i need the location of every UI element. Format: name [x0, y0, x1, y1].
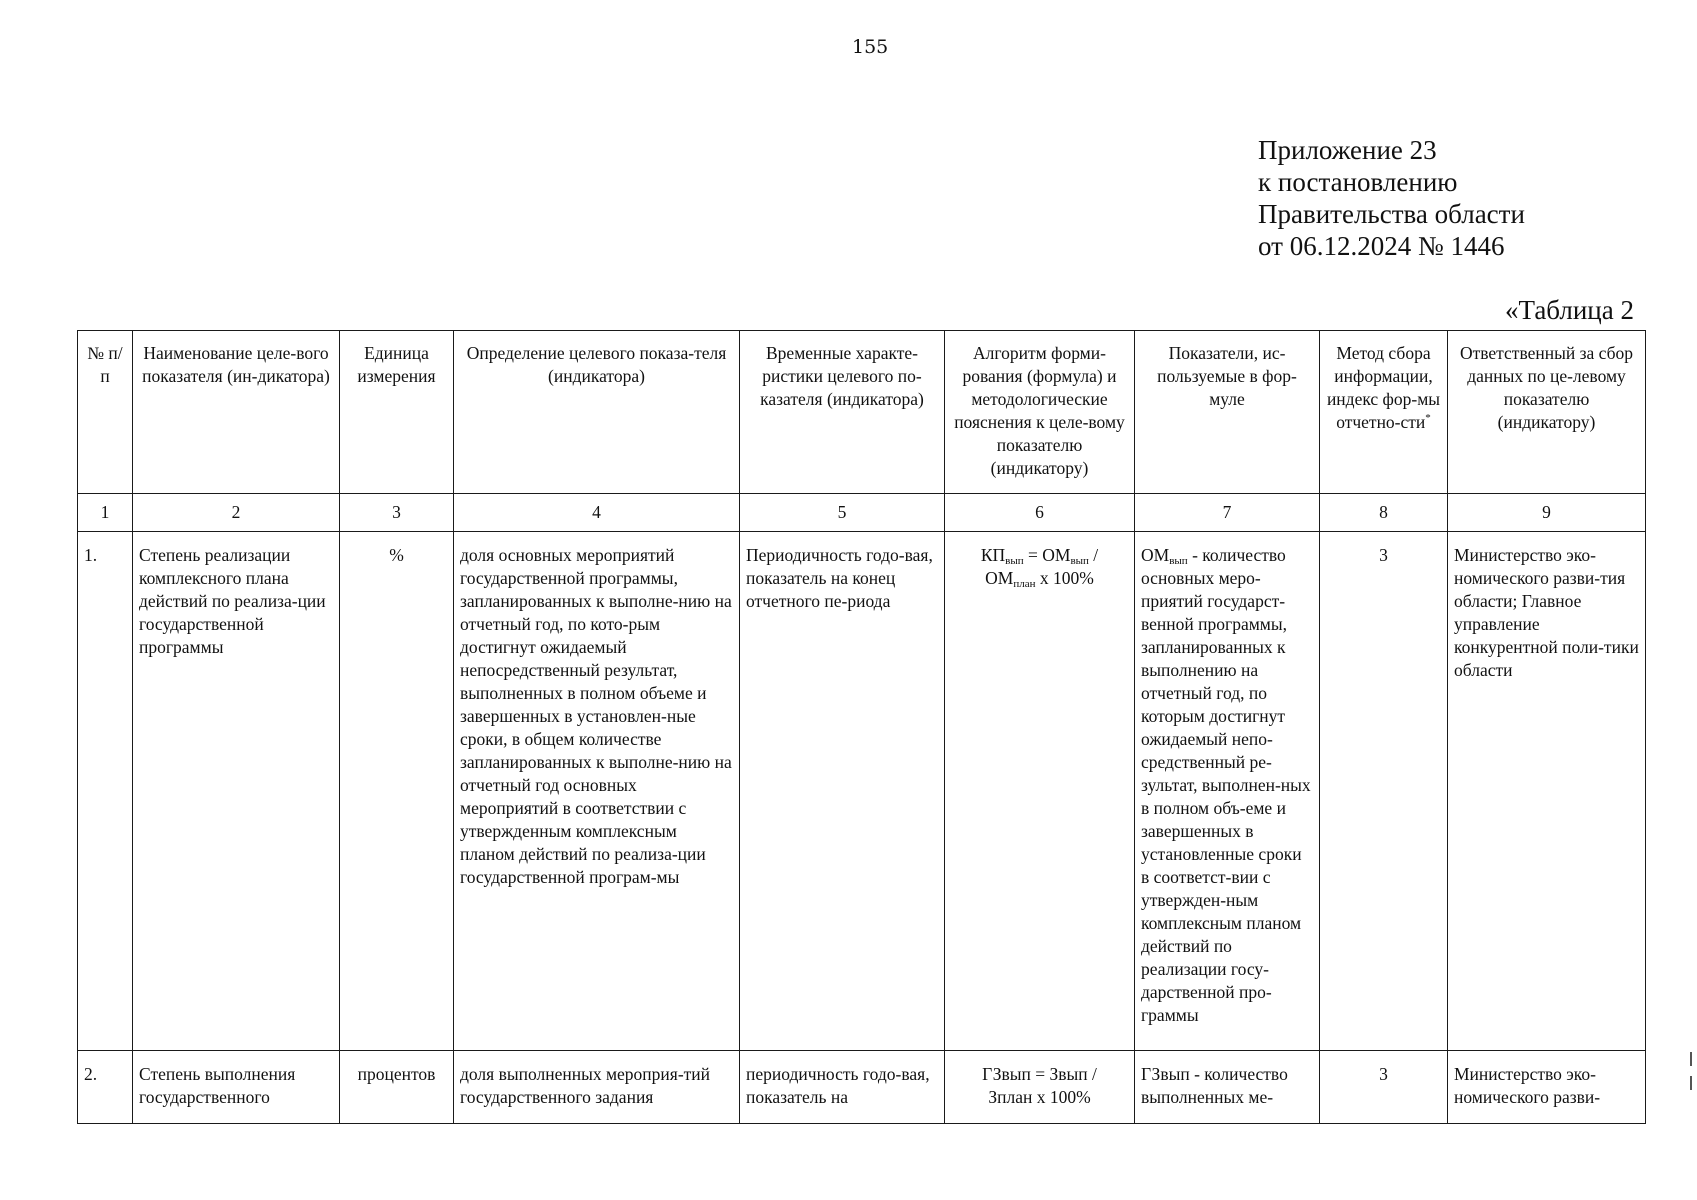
- indicator-term: ОМ: [1141, 545, 1170, 565]
- table-row: [78, 1051, 1646, 1124]
- header-cell-definition: Определение целевого показа-теля (индикатора): [454, 331, 740, 494]
- responsible-cell: Министерство эко-номического разви-тия области; Главное управление конкурентной поли-тики области: [1448, 532, 1646, 1051]
- page-number: 155: [852, 36, 889, 58]
- column-number: 4: [454, 494, 740, 532]
- formula-lhs-sub: вып: [1005, 555, 1024, 567]
- unit-cell: процентов: [340, 1051, 454, 1124]
- formula-num-sub: вып: [1070, 555, 1089, 567]
- column-numbers-row: [78, 494, 1646, 532]
- column-number: 7: [1135, 494, 1320, 532]
- method-cell: 3: [1320, 1051, 1448, 1124]
- formula-line-1: ГЗвып = Звып /: [982, 1064, 1097, 1084]
- indicator-text: - количество основных меро-приятий государст-венной программы, запланированных к выполнению на отчетный год, по которым достигнут ожидаемый непо-средственный ре-зультат, выполнен-ных в полном объ-еме и завершенных в установленные сроки в соответст-вии с утвержден-ным комплексным планом действий по реализации госу-дарственной про-граммы: [1141, 545, 1311, 1025]
- scan-margin-mark: [1690, 1052, 1692, 1066]
- time-characteristics-cell: Периодичность годо-вая, показатель на конец отчетного пе-риода: [740, 532, 945, 1051]
- indicator-name: Степень реализации комплексного плана действий по реализа-ции государственной программы: [133, 532, 340, 1051]
- header-cell-unit: Единица измерения: [340, 331, 454, 494]
- formula-eq: = ОМ: [1023, 545, 1071, 565]
- table-header-row: [78, 331, 1646, 494]
- column-number: 2: [133, 494, 340, 532]
- footnote-mark: *: [1425, 412, 1431, 425]
- appendix-line-1: Приложение 23: [1258, 135, 1437, 165]
- row-number: 1.: [78, 532, 133, 1051]
- formula-tail: х 100%: [1035, 568, 1094, 588]
- column-number: 3: [340, 494, 454, 532]
- definition-cell: доля выполненных мероприя-тий государственного задания: [454, 1051, 740, 1124]
- indicator-term-sub: вып: [1169, 555, 1188, 567]
- scan-margin-mark: [1690, 1076, 1692, 1090]
- table-caption: «Таблица 2: [1505, 295, 1634, 325]
- appendix-line-4: от 06.12.2024 № 1446: [1258, 231, 1505, 261]
- table-row: [78, 532, 1646, 1051]
- header-cell-method: [1320, 331, 1448, 494]
- formula-line-2: Зплан х 100%: [988, 1087, 1091, 1107]
- header-cell-number: № п/п: [78, 331, 133, 494]
- column-number: 5: [740, 494, 945, 532]
- indicator-name: Степень выполнения государственного: [133, 1051, 340, 1124]
- column-number: 8: [1320, 494, 1448, 532]
- formula-den-sub: план: [1013, 578, 1036, 590]
- formula-lhs: КП: [980, 545, 1006, 565]
- responsible-cell: Министерство эко-номического разви-: [1448, 1051, 1646, 1124]
- appendix-line-2: к постановлению: [1258, 167, 1458, 197]
- header-cell-name: Наименование целе-вого показателя (ин-дикатора): [133, 331, 340, 494]
- row-number: 2.: [78, 1051, 133, 1124]
- header-cell-indicators: Показатели, ис-пользуемые в фор-муле: [1135, 331, 1320, 494]
- header-cell-formula: Алгоритм форми-рования (формула) и методологические пояснения к целе-вому показателю (индикатору): [945, 331, 1135, 494]
- header-cell-responsible: Ответственный за сбор данных по це-левому показателю (индикатору): [1448, 331, 1646, 494]
- indicators-table: [77, 330, 1646, 1124]
- column-number: 6: [945, 494, 1135, 532]
- formula-cell: [945, 532, 1135, 1051]
- method-cell: 3: [1320, 532, 1448, 1051]
- appendix-header: [1258, 134, 1525, 262]
- definition-cell: доля основных мероприятий государственной программы, запланированных к выполне-нию на отчетный год, по кото-рым достигнут ожидаемый непосредственный результат, выполненных в полном объеме и завершенных в установлен-ные сроки, в общем количестве запланированных к выполне-нию на отчетный год основных мероприятий в соответствии с утвержденным комплексным планом действий по реализа-ции государственной програм-мы: [454, 532, 740, 1051]
- formula-slash: /: [1088, 545, 1099, 565]
- column-number: 1: [78, 494, 133, 532]
- formula-cell: [945, 1051, 1135, 1124]
- unit-cell: %: [340, 532, 454, 1051]
- header-method-text: Метод сбора информации, индекс фор-мы отчетно-сти: [1326, 343, 1441, 432]
- column-number: 9: [1448, 494, 1646, 532]
- indicators-cell: ГЗвып - количество выполненных ме-: [1135, 1051, 1320, 1124]
- header-cell-time: Временные характе-ристики целевого по-казателя (индикатора): [740, 331, 945, 494]
- indicators-cell: [1135, 532, 1320, 1051]
- formula-den: ОМ: [985, 568, 1014, 588]
- appendix-line-3: Правительства области: [1258, 199, 1525, 229]
- time-characteristics-cell: периодичность годо-вая, показатель на: [740, 1051, 945, 1124]
